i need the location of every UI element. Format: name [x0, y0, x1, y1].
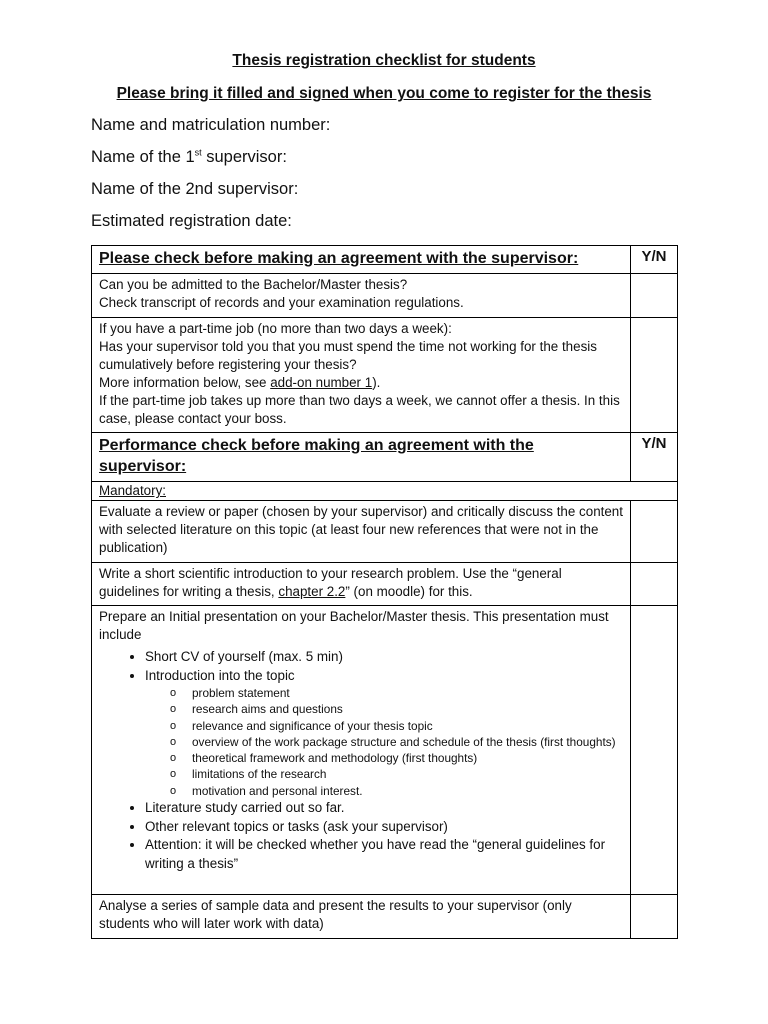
sub-list-item: o theoretical framework and methodology (first thoughts): [192, 750, 623, 766]
yn-checkbox-presentation[interactable]: [631, 606, 678, 895]
checklist-row-analyse: [92, 895, 678, 939]
yn-header: Y/N: [631, 246, 678, 274]
section1-header: Please check before making an agreement with the supervisor:: [92, 246, 631, 274]
review-task: Evaluate a review or paper (chosen by your supervisor) and critically discuss the content with selected literature on this topic (at least four new references that were not in the publication): [92, 501, 631, 563]
admission-question: Can you be admitted to the Bachelor/Master thesis? Check transcript of records and your examination regulations.: [92, 274, 631, 318]
chapter-link[interactable]: chapter 2.2: [278, 584, 346, 599]
field-name-matriculation: Name and matriculation number:: [91, 116, 331, 134]
sub-list-item: o relevance and significance of your thesis topic: [192, 718, 623, 734]
document-subtitle: Please bring it filled and signed when you come to register for the thesis: [116, 85, 652, 102]
list-item: • Other relevant topics or tasks (ask your supervisor): [145, 818, 623, 837]
list-item: • Short CV of yourself (max. 5 min): [145, 648, 623, 667]
checklist-row-presentation: [92, 606, 678, 895]
list-item: • Attention: it will be checked whether you have read the “general guidelines for writing a thesis”: [145, 836, 623, 873]
presentation-lead: Prepare an Initial presentation on your Bachelor/Master thesis. This presentation must include: [99, 609, 609, 642]
mandatory-row: [92, 482, 678, 501]
section2-header-row: [92, 433, 678, 482]
sub-list-item: o overview of the work package structure and schedule of the thesis (first thoughts): [192, 734, 623, 750]
list-item: • Literature study carried out so far.: [145, 799, 623, 818]
section1-header-row: [92, 246, 678, 274]
yn-checkbox-analyse[interactable]: [631, 895, 678, 939]
list-item: • Introduction into the topic o problem statement o research aims and questions o relevance and significance of your thesis topic o overview of the work package structure and schedule of the thesis (first thoughts) o theoretical framework and methodology (first thoughts) o limitations of the research o motivation and personal interest.: [145, 667, 623, 800]
checklist-row-part-time-job: [92, 318, 678, 433]
part-time-job-question: If you have a part-time job (no more than two days a week): Has your supervisor told you that you must spend the time not working for the thesis cumulatively before registering your thesis? More information below, see add-on number 1). If the part-time job takes up more than two days a week, we cannot offer a thesis. In this case, please contact your boss.: [92, 318, 631, 433]
yn-checkbox-introduction[interactable]: [631, 563, 678, 606]
mandatory-label: Mandatory:: [92, 482, 678, 501]
section2-header: Performance check before making an agreement with the supervisor:: [92, 433, 631, 482]
sub-list: [145, 685, 623, 799]
yn-checkbox-review[interactable]: [631, 501, 678, 563]
yn-checkbox-admission[interactable]: [631, 274, 678, 318]
document-title: Thesis registration checklist for students: [232, 52, 536, 69]
yn-checkbox-part-time-job[interactable]: [631, 318, 678, 433]
presentation-list: [99, 648, 623, 873]
checklist-row-review: [92, 501, 678, 563]
analyse-task: Analyse a series of sample data and present the results to your supervisor (only students who will later work with data): [92, 895, 631, 939]
sub-list-item: o limitations of the research: [192, 766, 623, 782]
checklist-row-introduction: [92, 563, 678, 606]
field-second-supervisor: Name of the 2nd supervisor:: [91, 180, 299, 198]
sub-list-item: o research aims and questions: [192, 701, 623, 717]
field-first-supervisor: Name of the 1st supervisor:: [91, 147, 287, 166]
presentation-task: [92, 606, 631, 895]
field-registration-date: Estimated registration date:: [91, 212, 292, 230]
checklist-row-admission: [92, 274, 678, 318]
introduction-task: Write a short scientific introduction to your research problem. Use the “general guidelines for writing a thesis, chapter 2.2” (on moodle) for this.: [92, 563, 631, 606]
checklist-table: [91, 245, 678, 939]
add-on-link[interactable]: add-on number 1: [270, 375, 373, 390]
sub-list-item: o motivation and personal interest.: [192, 783, 623, 799]
sub-list-item: o problem statement: [192, 685, 623, 701]
yn-header-2: Y/N: [631, 433, 678, 482]
